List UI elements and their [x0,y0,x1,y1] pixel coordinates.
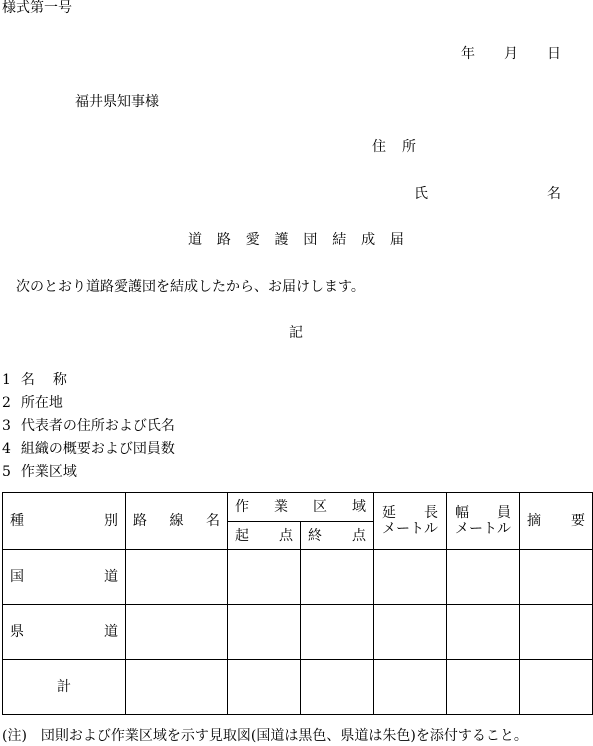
item-3: 3 代表者の住所および氏名 [2,418,175,434]
table-row [3,605,593,660]
cell[interactable] [228,660,301,715]
work-area-table [2,492,593,715]
row-label-national-road: 国 道 [3,550,126,605]
body-text: 次のとおり道路愛護団を結成したから、お届けします。 [16,279,365,295]
cell[interactable] [126,605,228,660]
cell[interactable] [126,550,228,605]
cell[interactable] [374,550,447,605]
date-day: 日 [547,46,561,62]
cell[interactable] [374,605,447,660]
document-title: 道 路 愛 護 団 結 成 届 [188,232,404,248]
header-start: 起 点 [228,522,301,550]
cell[interactable] [447,605,520,660]
item-5: 5 作業区域 [2,464,77,480]
addressee: 福井県知事様 [75,94,159,110]
date-year: 年 [461,46,475,62]
form-number: 様式第一号 [2,0,72,16]
cell[interactable] [228,550,301,605]
cell[interactable] [301,550,374,605]
cell[interactable] [126,660,228,715]
name-label: 氏 名 [414,186,561,202]
header-route: 路 線 名 [126,493,228,550]
header-work-area: 作 業 区 域 [228,493,374,522]
item-2: 2 所在地 [2,395,63,411]
cell[interactable] [301,660,374,715]
item-1: 1 名 称 [2,372,67,388]
cell[interactable] [520,605,593,660]
header-remarks: 摘 要 [520,493,593,550]
header-length: 延 長 メートル [374,493,447,550]
date-month: 月 [504,46,518,62]
cell[interactable] [374,660,447,715]
cell[interactable] [520,660,593,715]
address-label: 住 所 [372,139,416,155]
cell[interactable] [447,660,520,715]
header-type: 種 別 [3,493,126,550]
row-label-total: 計 [3,660,126,715]
ki-heading: 記 [289,325,303,341]
cell[interactable] [520,550,593,605]
item-4: 4 組織の概要および団員数 [2,441,175,457]
header-width: 幅 員 メートル [447,493,520,550]
table-row [3,660,593,715]
cell[interactable] [447,550,520,605]
cell[interactable] [228,605,301,660]
header-end: 終 点 [301,522,374,550]
cell[interactable] [301,605,374,660]
note: (注) 団則および作業区域を示す見取図(国道は黒色、県道は朱色)を添付すること。 [2,728,528,744]
table-row [3,550,593,605]
date-line [461,46,561,62]
row-label-prefectural-road: 県 道 [3,605,126,660]
